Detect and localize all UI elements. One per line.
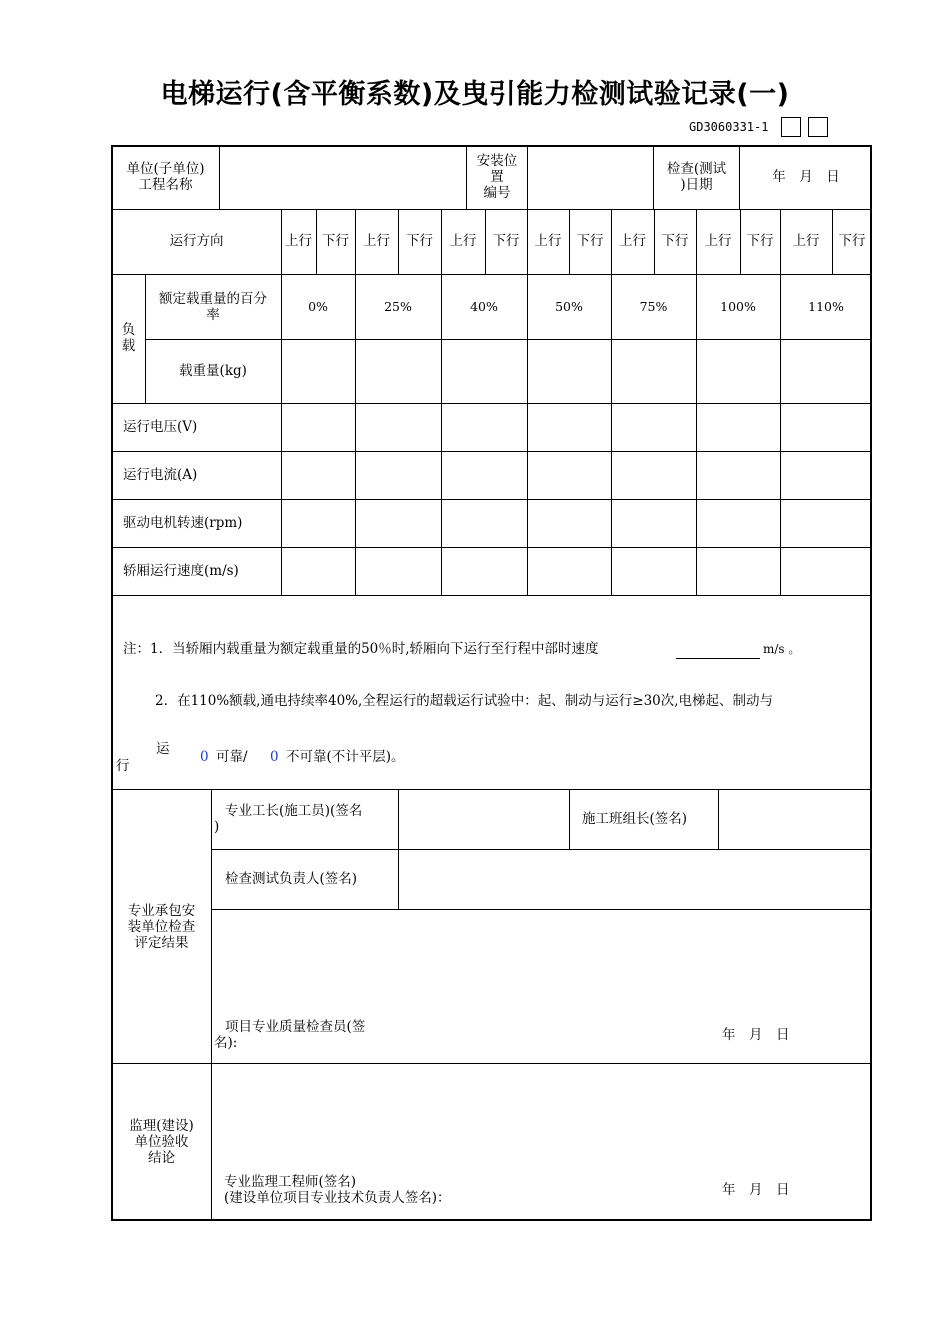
- row-line-direction: [111, 274, 872, 275]
- install-location-field[interactable]: [530, 170, 650, 194]
- row-line-weight: [111, 403, 872, 404]
- row-line-inspector: [211, 909, 872, 910]
- car-speed-label: 轿厢运行速度(m/s): [123, 563, 239, 579]
- contractor-section-label: 专业承包安 装单位检查 评定结果: [127, 903, 196, 951]
- direction-down: 下行: [406, 233, 433, 249]
- load-weight-label: 载重量(kg): [179, 363, 247, 379]
- current-label: 运行电流(A): [123, 467, 198, 483]
- direction-up: 上行: [534, 233, 562, 249]
- direction-up: 上行: [792, 233, 820, 249]
- row-line-foreman: [211, 849, 872, 850]
- row-line-header: [111, 209, 872, 210]
- page-title: 电梯运行(含平衡系数)及曳引能力检测试验记录(一): [160, 79, 790, 110]
- note-1-unit: m/s 。: [763, 642, 801, 656]
- load-percent: 40%: [470, 299, 498, 314]
- direction-down: 下行: [661, 233, 689, 249]
- qc-inspector-sign-label: 项目专业质量检查员(签 名):: [214, 1019, 366, 1051]
- check-date-field[interactable]: 年 月 日: [772, 169, 840, 185]
- direction-down: 下行: [838, 233, 866, 249]
- unit-name-field[interactable]: [222, 170, 462, 194]
- load-percent: 50%: [555, 299, 583, 314]
- col-line: [219, 145, 220, 209]
- direction-up: 上行: [619, 233, 646, 249]
- note-2-row-char: 行: [116, 758, 130, 774]
- load-percent: 110%: [808, 299, 844, 314]
- col-line: [281, 209, 282, 595]
- voltage-label: 运行电压(V): [123, 419, 198, 435]
- note-2: 2．在110%额载,通电持续率40%,全程运行的超载运行试验中：起、制动与运行≥30次,电梯起、制动与: [155, 693, 774, 709]
- reliable-label: 可靠/: [216, 749, 248, 765]
- unit-name-label: 单位(子单位) 工程名称: [126, 161, 205, 193]
- supervision-date[interactable]: 年 月 日: [722, 1182, 790, 1198]
- col-line: [355, 209, 356, 595]
- load-percent: 0%: [308, 299, 328, 314]
- col-line: [780, 209, 781, 595]
- col-line: [398, 789, 399, 909]
- inspector-sign-field[interactable]: [401, 860, 869, 906]
- row-line-current: [111, 499, 872, 500]
- inspector-sign-label: 检查测试负责人(签名): [225, 871, 358, 887]
- direction-label: 运行方向: [169, 233, 224, 249]
- form-code: GD3060331-1: [689, 120, 769, 134]
- row-line-voltage: [111, 451, 872, 452]
- row-line-contractor: [111, 1063, 872, 1064]
- direction-up: 上行: [704, 233, 732, 249]
- col-line: [527, 209, 528, 595]
- load-group-label: 负 载: [121, 322, 136, 354]
- col-line: [718, 789, 719, 849]
- col-line: [211, 789, 212, 1220]
- col-line: [441, 209, 442, 595]
- supervision-section-label: 监理(建设) 单位验收 结论: [129, 1118, 194, 1166]
- motor-speed-label: 驱动电机转速(rpm): [123, 515, 243, 531]
- direction-up: 上行: [363, 233, 390, 249]
- unreliable-count[interactable]: 0: [270, 749, 279, 765]
- note-2-continued: 运: [156, 741, 170, 757]
- load-percent: 25%: [384, 299, 412, 314]
- col-line: [527, 145, 528, 209]
- row-line-notes: [111, 789, 872, 790]
- row-line-percent: [145, 339, 872, 340]
- direction-up: 上行: [285, 233, 312, 249]
- col-line: [611, 209, 612, 595]
- foreman-sign-label: 专业工长(施工员)(签名 ): [214, 803, 363, 835]
- note-1: 注：1．当轿厢内载重量为额定载重量的50％时,轿厢向下运行至行程中部时速度: [123, 641, 599, 657]
- reliable-count[interactable]: 0: [200, 749, 209, 765]
- supervisor-sign-label: 专业监理工程师(签名) (建设单位项目专业技术负责人签名)：: [224, 1174, 451, 1206]
- unreliable-label: 不可靠(不计平层)。: [286, 749, 405, 765]
- install-location-label: 安装位 置 编号: [476, 153, 518, 201]
- col-line: [696, 209, 697, 595]
- check-date-label: 检查(测试 )日期: [666, 161, 727, 193]
- team-leader-sign-label: 施工班组长(签名): [582, 811, 688, 827]
- contractor-date[interactable]: 年 月 日: [722, 1027, 790, 1043]
- direction-up: 上行: [449, 233, 477, 249]
- col-line: [569, 789, 570, 849]
- team-leader-sign-field[interactable]: [721, 800, 869, 846]
- row-line-speed: [111, 595, 872, 596]
- load-percent: 75%: [639, 299, 668, 314]
- direction-down: 下行: [746, 233, 774, 249]
- form-code-box-2[interactable]: [808, 117, 828, 137]
- row-line-rpm: [111, 547, 872, 548]
- rated-load-percent-label: 额定载重量的百分 率: [159, 291, 267, 323]
- form-code-box-1[interactable]: [781, 117, 801, 137]
- direction-down: 下行: [322, 233, 349, 249]
- direction-down: 下行: [576, 233, 604, 249]
- foreman-sign-field[interactable]: [401, 800, 566, 846]
- direction-down: 下行: [492, 233, 520, 249]
- load-percent: 100%: [720, 299, 756, 314]
- speed-blank-underline[interactable]: [676, 658, 760, 659]
